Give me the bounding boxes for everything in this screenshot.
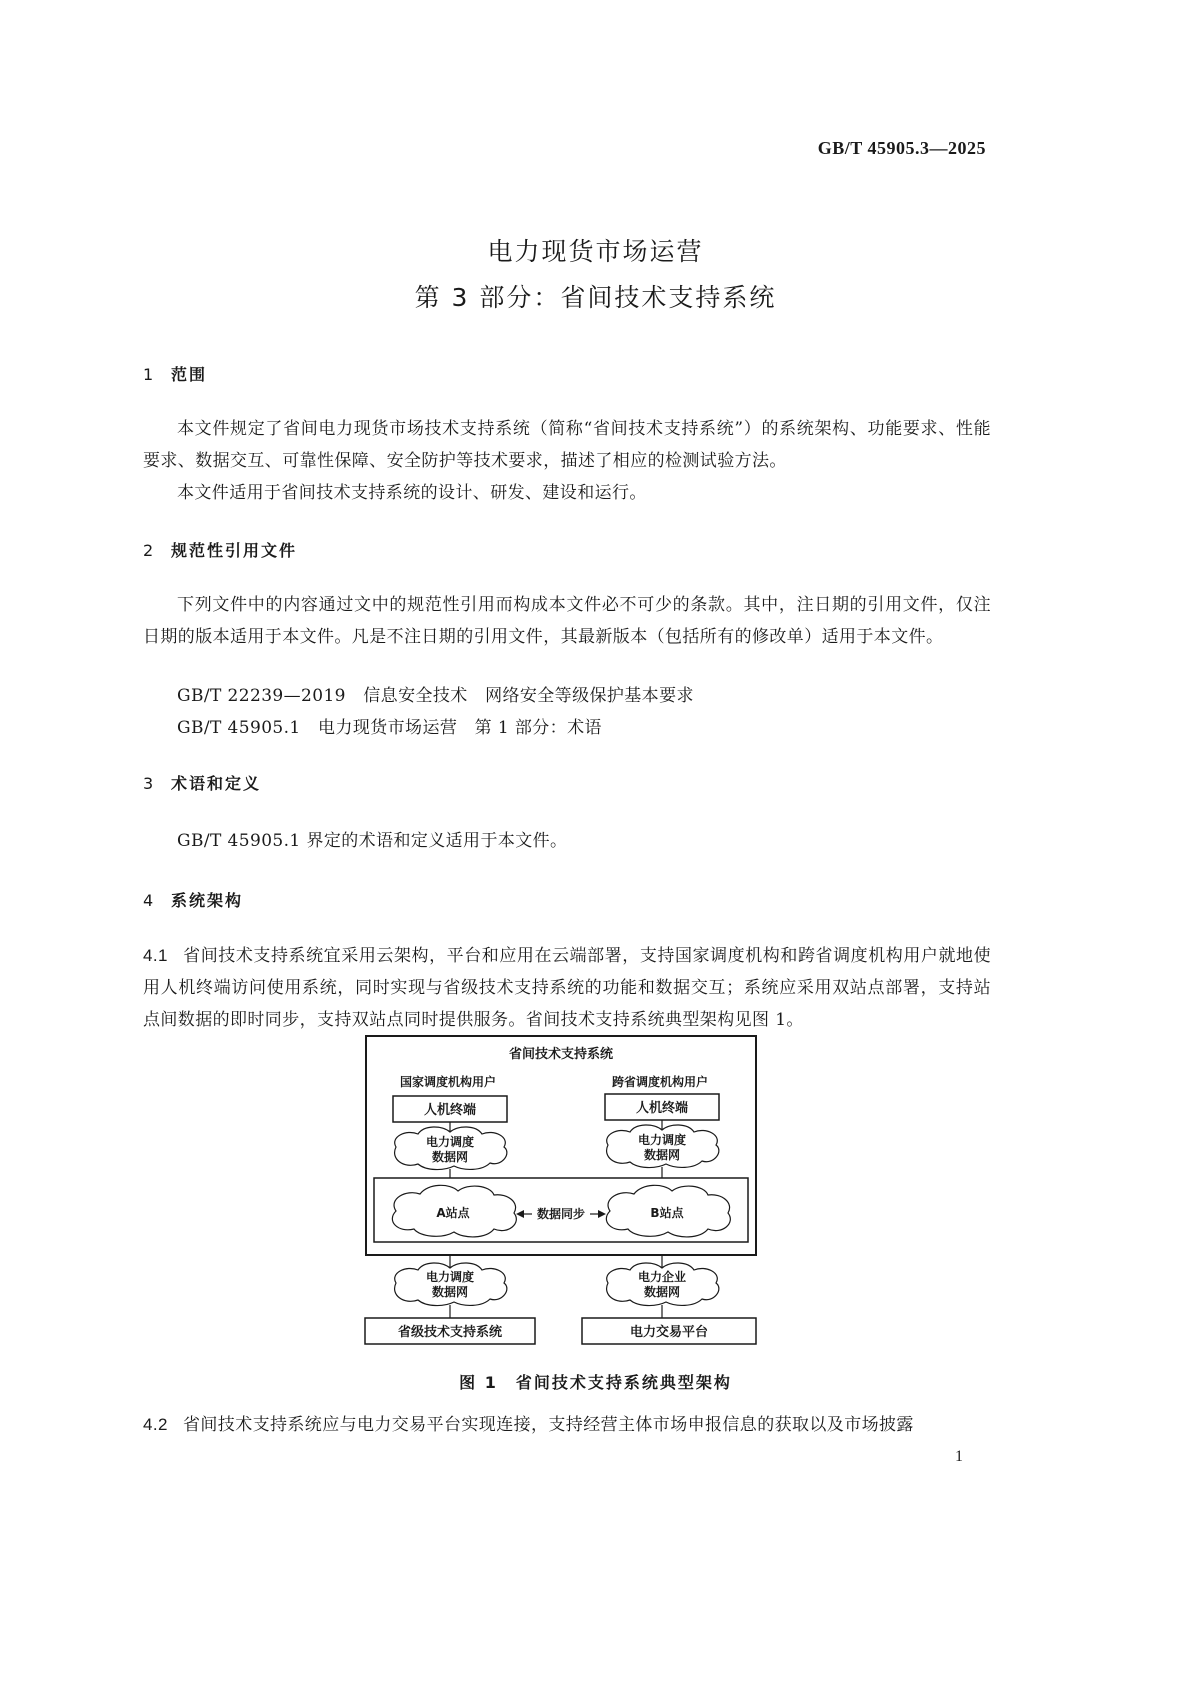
cloud-top-right-line1: 电力调度 [637, 1133, 687, 1147]
cloud-bottom-left-line1: 电力调度 [425, 1270, 475, 1284]
cloud-bottom-right-line1: 电力企业 [637, 1270, 687, 1284]
section-number: 3 [143, 774, 156, 793]
standard-number: GB/T 45905.3—2025 [817, 138, 986, 158]
section-title: 术语和定义 [171, 774, 262, 793]
clause-number: 4.2 [143, 1415, 168, 1434]
document-subtitle: 第 3 部分：省间技术支持系统 [414, 283, 777, 312]
section-3-heading [143, 771, 261, 794]
section-2-heading [143, 538, 297, 561]
provincial-system-label: 省级技术支持系统 [397, 1325, 503, 1340]
clause-number: 4.1 [143, 946, 168, 965]
section-4-heading [143, 888, 243, 911]
figure-caption: 图 1 省间技术支持系统典型架构 [459, 1373, 732, 1392]
cloud-bottom-right-line2: 数据网 [643, 1285, 681, 1299]
site-a-label: A站点 [436, 1206, 470, 1220]
reference-item: GB/T 45905.1 电力现货市场运营 第 1 部分：术语 [177, 718, 602, 738]
trading-platform-label: 电力交易平台 [629, 1325, 709, 1340]
section-number: 2 [143, 541, 156, 560]
section-title: 范围 [171, 365, 208, 384]
system-title-label: 省间技术支持系统 [508, 1047, 614, 1062]
section-1-paragraph-2: 本文件适用于省间技术支持系统的设计、研发、建设和运行。 [177, 483, 647, 503]
terminal-left-label: 人机终端 [423, 1103, 477, 1118]
clause-4-2 [143, 1409, 991, 1441]
sync-label: 数据同步 [536, 1207, 586, 1221]
cloud-bottom-left-line2: 数据网 [431, 1285, 469, 1299]
section-2-paragraph-1: 下列文件中的内容通过文中的规范性引用而构成本文件必不可少的条款。其中，注日期的引用文件，仅注日期的版本适用于本文件。凡是不注日期的引用文件，其最新版本（包括所有的修改单）适用于本文件。 [143, 595, 991, 647]
document-title: 电力现货市场运营 [487, 237, 704, 266]
cloud-top-left-line2: 数据网 [431, 1150, 469, 1164]
section-number: 4 [143, 891, 156, 910]
terminal-right-label: 人机终端 [635, 1101, 689, 1116]
reference-item: GB/T 22239—2019 信息安全技术 网络安全等级保护基本要求 [177, 686, 694, 706]
connector-line [598, 1210, 606, 1218]
section-title: 系统架构 [171, 891, 244, 910]
cloud-top-right-line2: 数据网 [643, 1148, 681, 1162]
cloud-top-left-line1: 电力调度 [425, 1135, 475, 1149]
clause-text: 省间技术支持系统应与电力交易平台实现连接，支持经营主体市场申报信息的获取以及市场披露 [183, 1415, 914, 1435]
clause-4-1 [143, 940, 991, 1036]
section-number: 1 [143, 365, 156, 384]
site-b-label: B站点 [650, 1206, 684, 1220]
section-1-paragraph-1: 本文件规定了省间电力现货市场技术支持系统（简称“省间技术支持系统”）的系统架构、功能要求、性能要求、数据交互、可靠性保障、安全防护等技术要求，描述了相应的检测试验方法。 [143, 419, 991, 471]
cross-province-user-label: 跨省调度机构用户 [611, 1075, 709, 1089]
section-3-paragraph-1: GB/T 45905.1 界定的术语和定义适用于本文件。 [177, 831, 568, 851]
section-title: 规范性引用文件 [171, 541, 298, 560]
architecture-diagram [360, 1033, 760, 1353]
page-number: 1 [955, 1448, 963, 1465]
national-user-label: 国家调度机构用户 [399, 1075, 497, 1089]
clause-text: 省间技术支持系统宜采用云架构，平台和应用在云端部署，支持国家调度机构和跨省调度机构用户就地使用人机终端访问使用系统，同时实现与省级技术支持系统的功能和数据交互；系统应采用双站点部署，支持站点间数据的即时同步，支持双站点同时提供服务。省间技术支持系统典型架构见图 1。 [143, 946, 991, 1030]
connector-line [516, 1210, 524, 1218]
section-1-heading [143, 362, 207, 385]
